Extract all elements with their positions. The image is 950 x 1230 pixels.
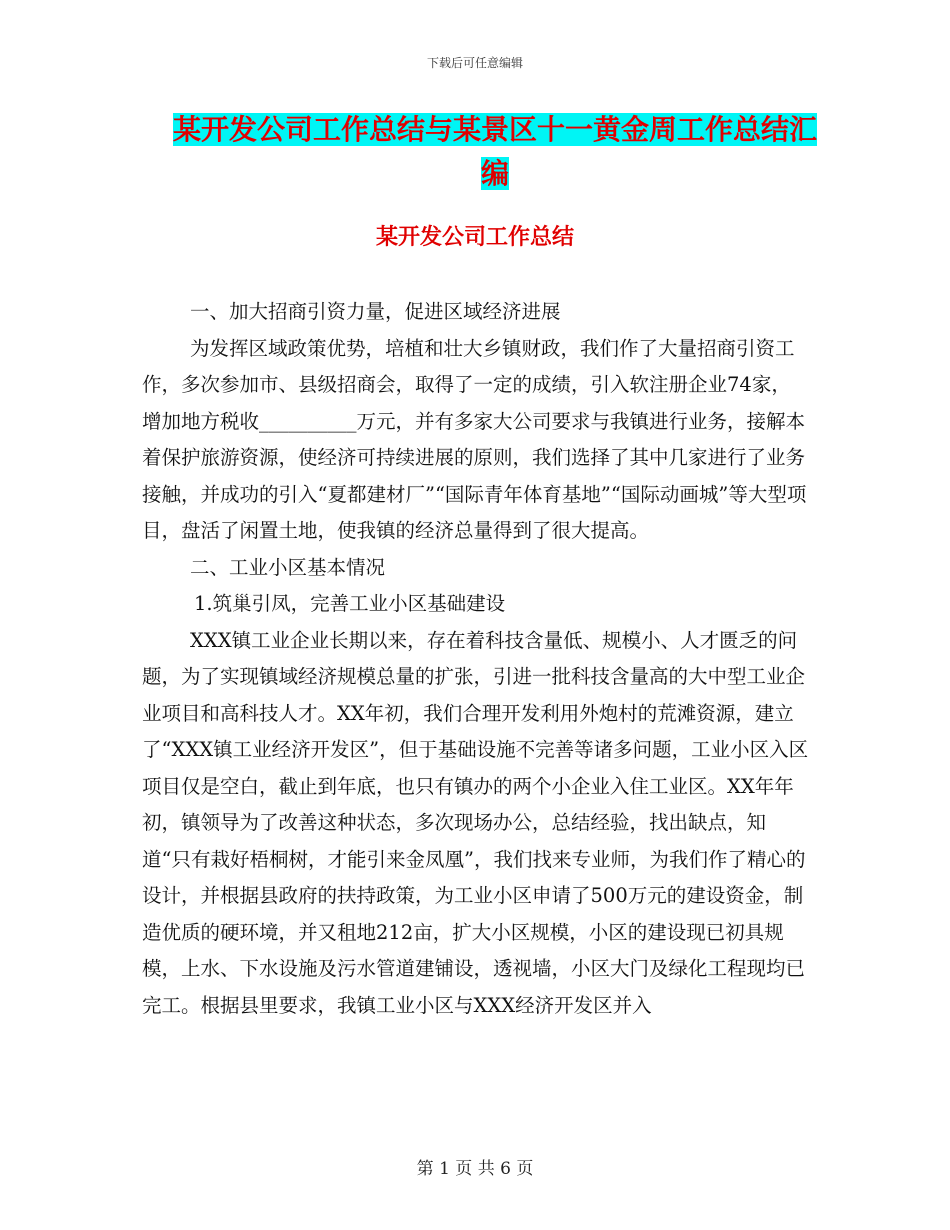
document-title-line2: 编 (480, 157, 509, 190)
section-title: 某开发公司工作总结 (375, 224, 574, 250)
document-title-line1: 某开发公司工作总结与某景区十一黄金周工作总结汇 (172, 113, 817, 146)
paragraph-investment: 为发挥区域政策优势，培植和壮大乡镇财政，我们作了大量招商引资工作，多次参加市、县级招商会，取得了一定的成绩，引入软注册企业74家，增加地方税收__________万元，并有多家大公司要求与我镇进行业务，接解本着保护旅游资源，使经济可持续进展的原则，我们选择了其中几家进行了业务接触，并成功的引入“夏都建材厂”“国际青年体育基地”“国际动画城”等大型项目，盘活了闲置土地，使我镇的经济总量得到了很大提高。 (142, 336, 807, 542)
document-body (142, 294, 810, 1024)
document-title (150, 108, 840, 196)
paragraph-industrial-zone: XXX镇工业企业长期以来，存在着科技含量低、规模小、人才匮乏的问题，为了实现镇域经济规模总量的扩张，引进一批科技含量高的大中型工业企业项目和高科技人才。XX年初，我们合理开发利用外炮村的荒滩资源，建立了“XXX镇工业经济开发区”，但于基础设施不完善等诸多问题，工业小区入区项目仅是空白，截止到年底，也只有镇办的两个小企业入住工业区。XX年年初，镇领导为了改善这种状态，多次现场办公，总结经验，找出缺点，知道“只有栽好梧桐树，才能引来金凤凰”，我们找来专业师，为我们作了精心的设计，并根据县政府的扶持政策，为工业小区申请了500万元的建设资金，制造优质的硬环境，并又租地212亩，扩大小区规模，小区的建设现已初具规模，上水、下水设施及污水管道建铺设，透视墙，小区大门及绿化工程现均已完工。根据县里要求，我镇工业小区与XXX经济开发区并入 (142, 628, 809, 1017)
heading-1: 一、加大招商引资力量，促进区域经济进展 (190, 300, 561, 323)
page-number: 第 1 页 共 6 页 (416, 1159, 534, 1179)
subheading-1: 1.筑巢引凤，完善工业小区基础建设 (194, 592, 506, 615)
heading-2: 二、工业小区基本情况 (190, 555, 386, 579)
header-note: 下载后可任意编辑 (426, 56, 523, 70)
